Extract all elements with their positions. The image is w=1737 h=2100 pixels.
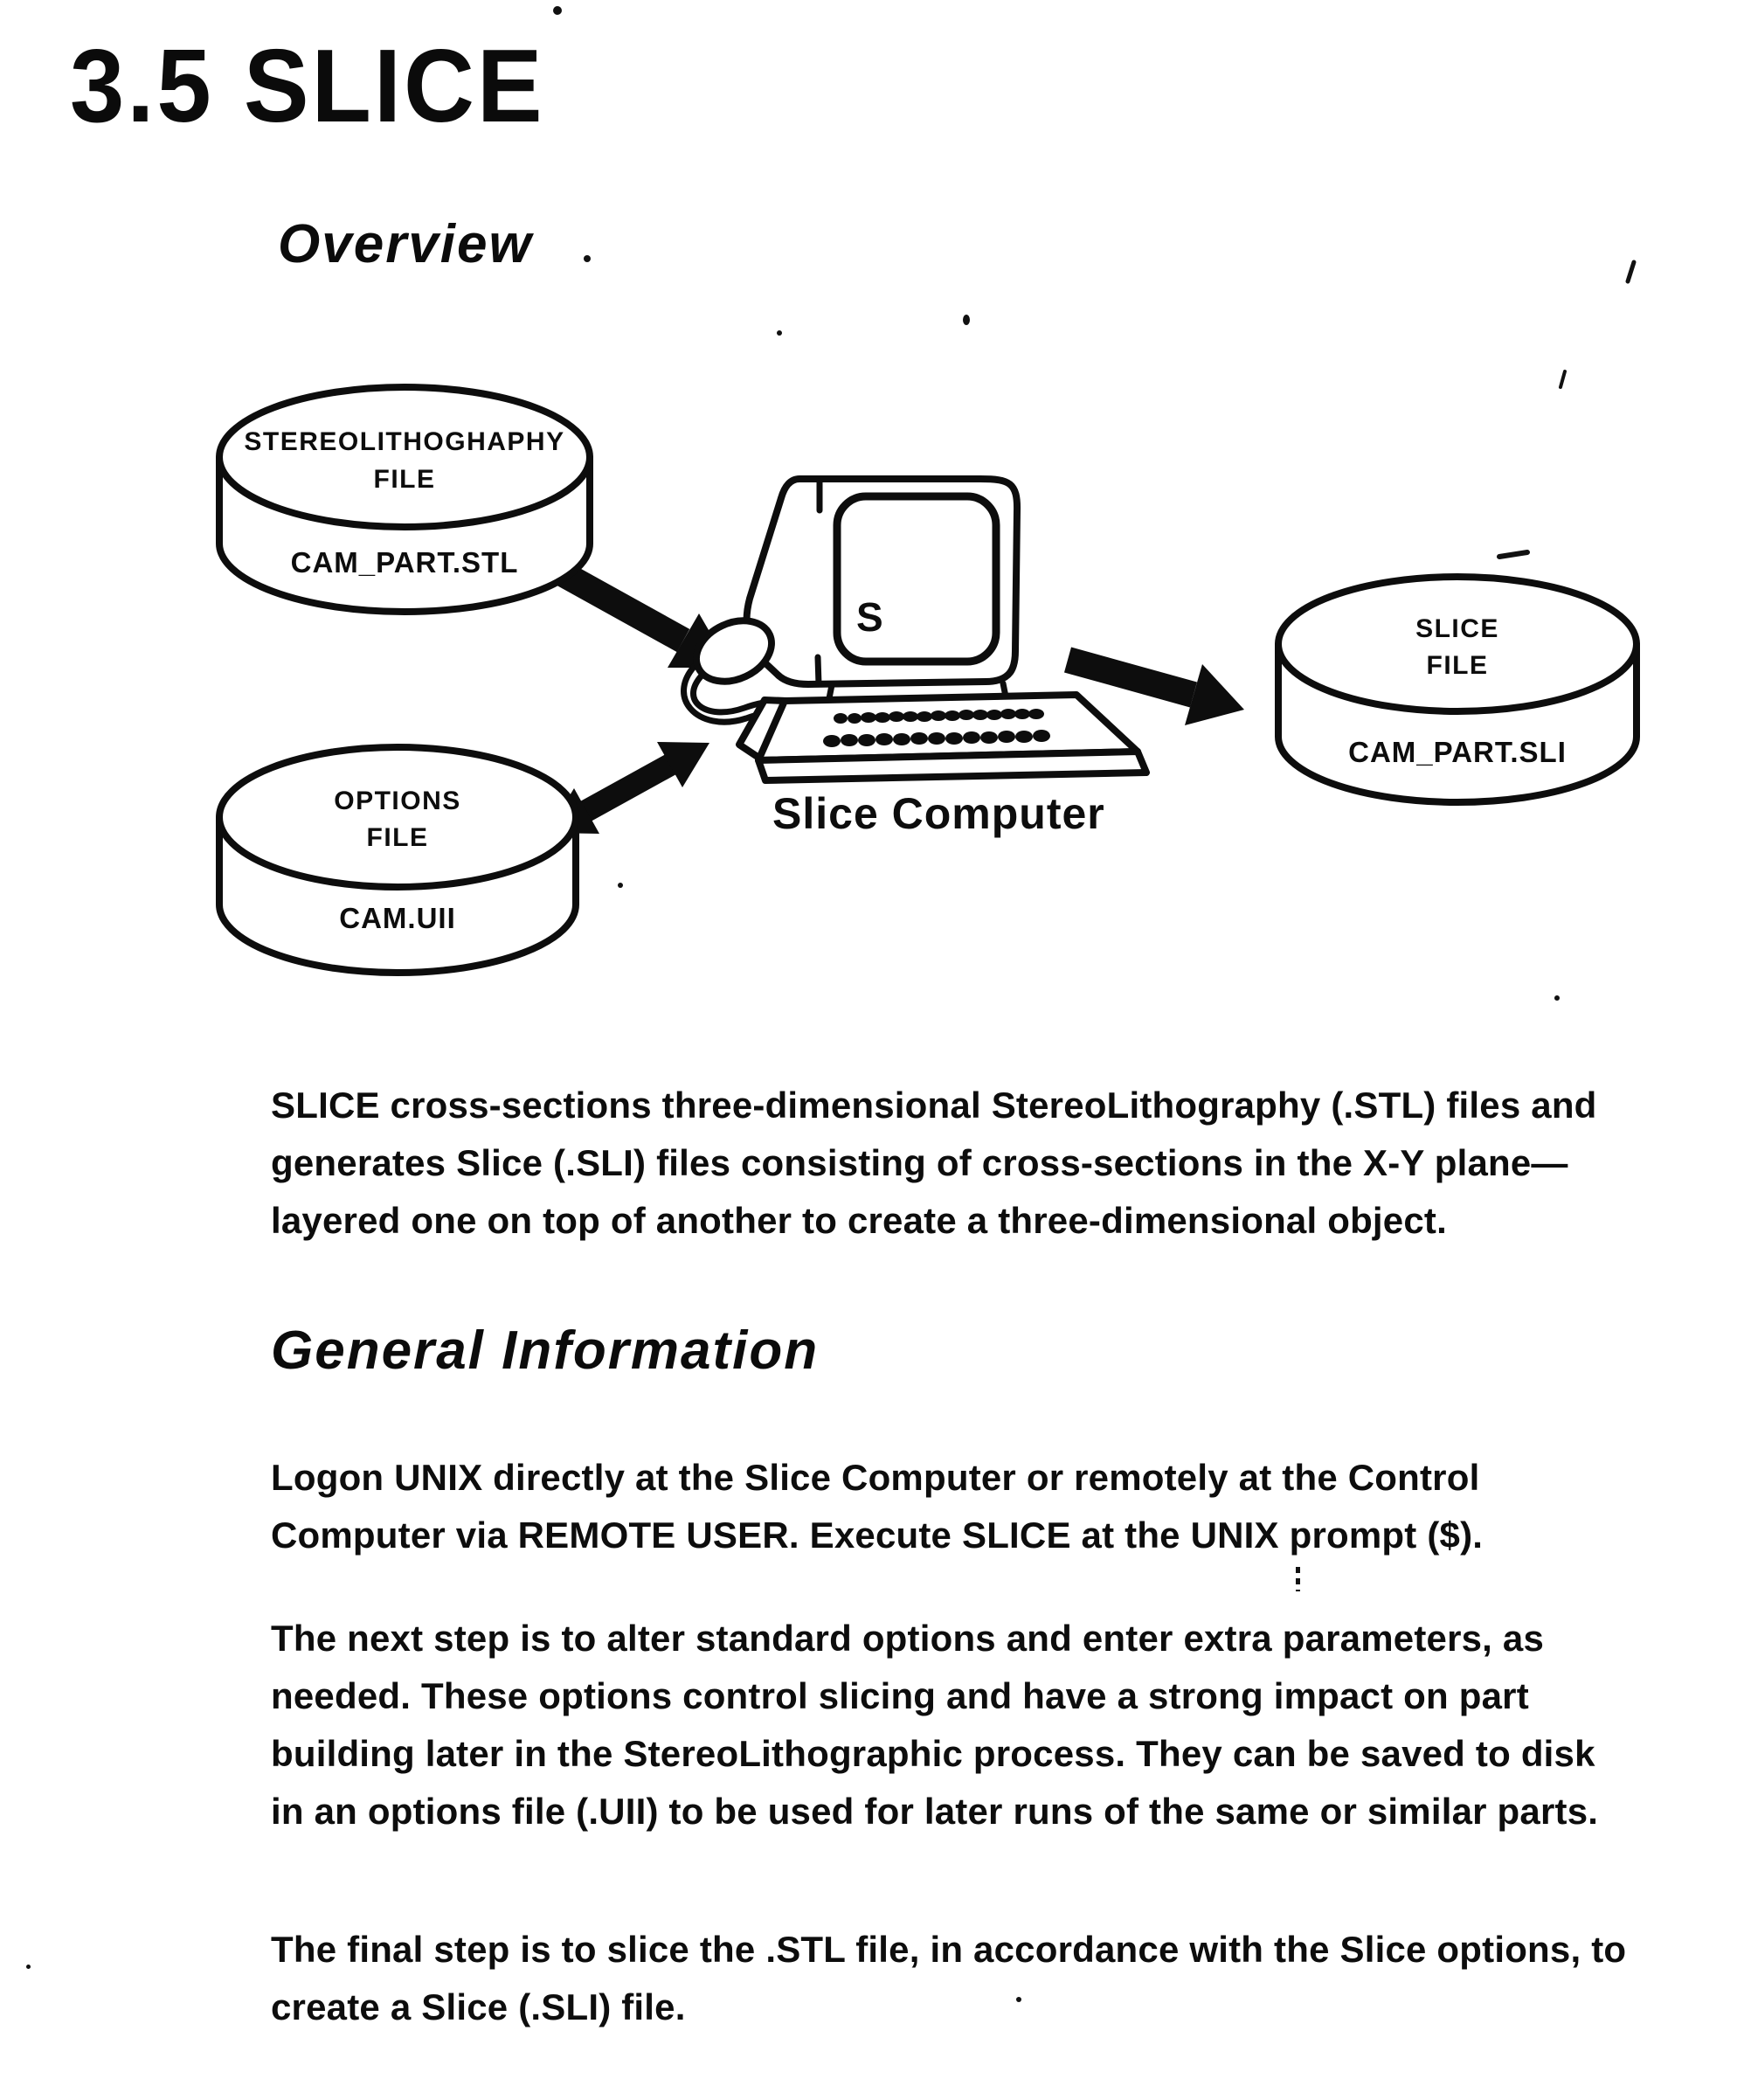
section-heading-general-information: General Information [271,1320,820,1381]
section-heading-overview: Overview [278,214,533,274]
options-file-cylinder [219,747,576,973]
stl-cylinder-filename: CAM_PART.STL [290,546,519,579]
slice-file-cylinder [1278,577,1637,802]
scan-speck [26,1965,31,1969]
overview-paragraph: SLICE cross-sections three-dimensional StereoLithography (.STL) files and generates Slice (.SLI) files consisting of cross-sections in the X-Y plane— layered one on top of another to create a three-dimensional object. [271,1085,1597,1241]
slice-cylinder-label-line2: FILE [1426,651,1489,680]
options-cylinder-label-line2: FILE [366,823,429,852]
scan-speck [1016,1997,1021,2002]
screen-prompt-char: S [856,594,883,640]
keyboard-front-face [758,752,1146,780]
options-cylinder-label-line1: OPTIONS [334,787,461,815]
stl-cylinder-label-line2: FILE [373,465,436,494]
scan-speck [1296,1567,1300,1591]
options-cylinder-filename: CAM.UII [339,902,456,934]
general-info-paragraph-1: Logon UNIX directly at the Slice Computer or remotely at the Control Computer via REMOTE USER. Execute SLICE at the UNIX prompt ($). [271,1457,1484,1556]
general-info-paragraph-3: The final step is to slice the .STL file, in accordance with the Slice options, to create a Slice (.SLI) file. [271,1929,1627,2027]
scan-artifacts [553,6,1634,1001]
stereolithography-file-cylinder [219,387,590,612]
general-info-paragraph-2: The next step is to alter standard options and enter extra parameters, as needed. These options control slicing and have a strong impact on part building later in the StereoLithographic process. They can be saved to disk in an options file (.UII) to be used for later runs of the same or similar parts. [271,1618,1599,1832]
slice-data-flow-diagram [0,0,1737,1049]
slice-cylinder-label-line1: SLICE [1415,614,1499,643]
slice-computer-label: Slice Computer [772,789,1105,838]
stl-cylinder-label-line1: STEREOLITHOGHAPHY [244,427,565,456]
slice-cylinder-filename: CAM_PART.SLI [1348,736,1567,768]
page-title: 3.5 SLICE [70,28,545,144]
